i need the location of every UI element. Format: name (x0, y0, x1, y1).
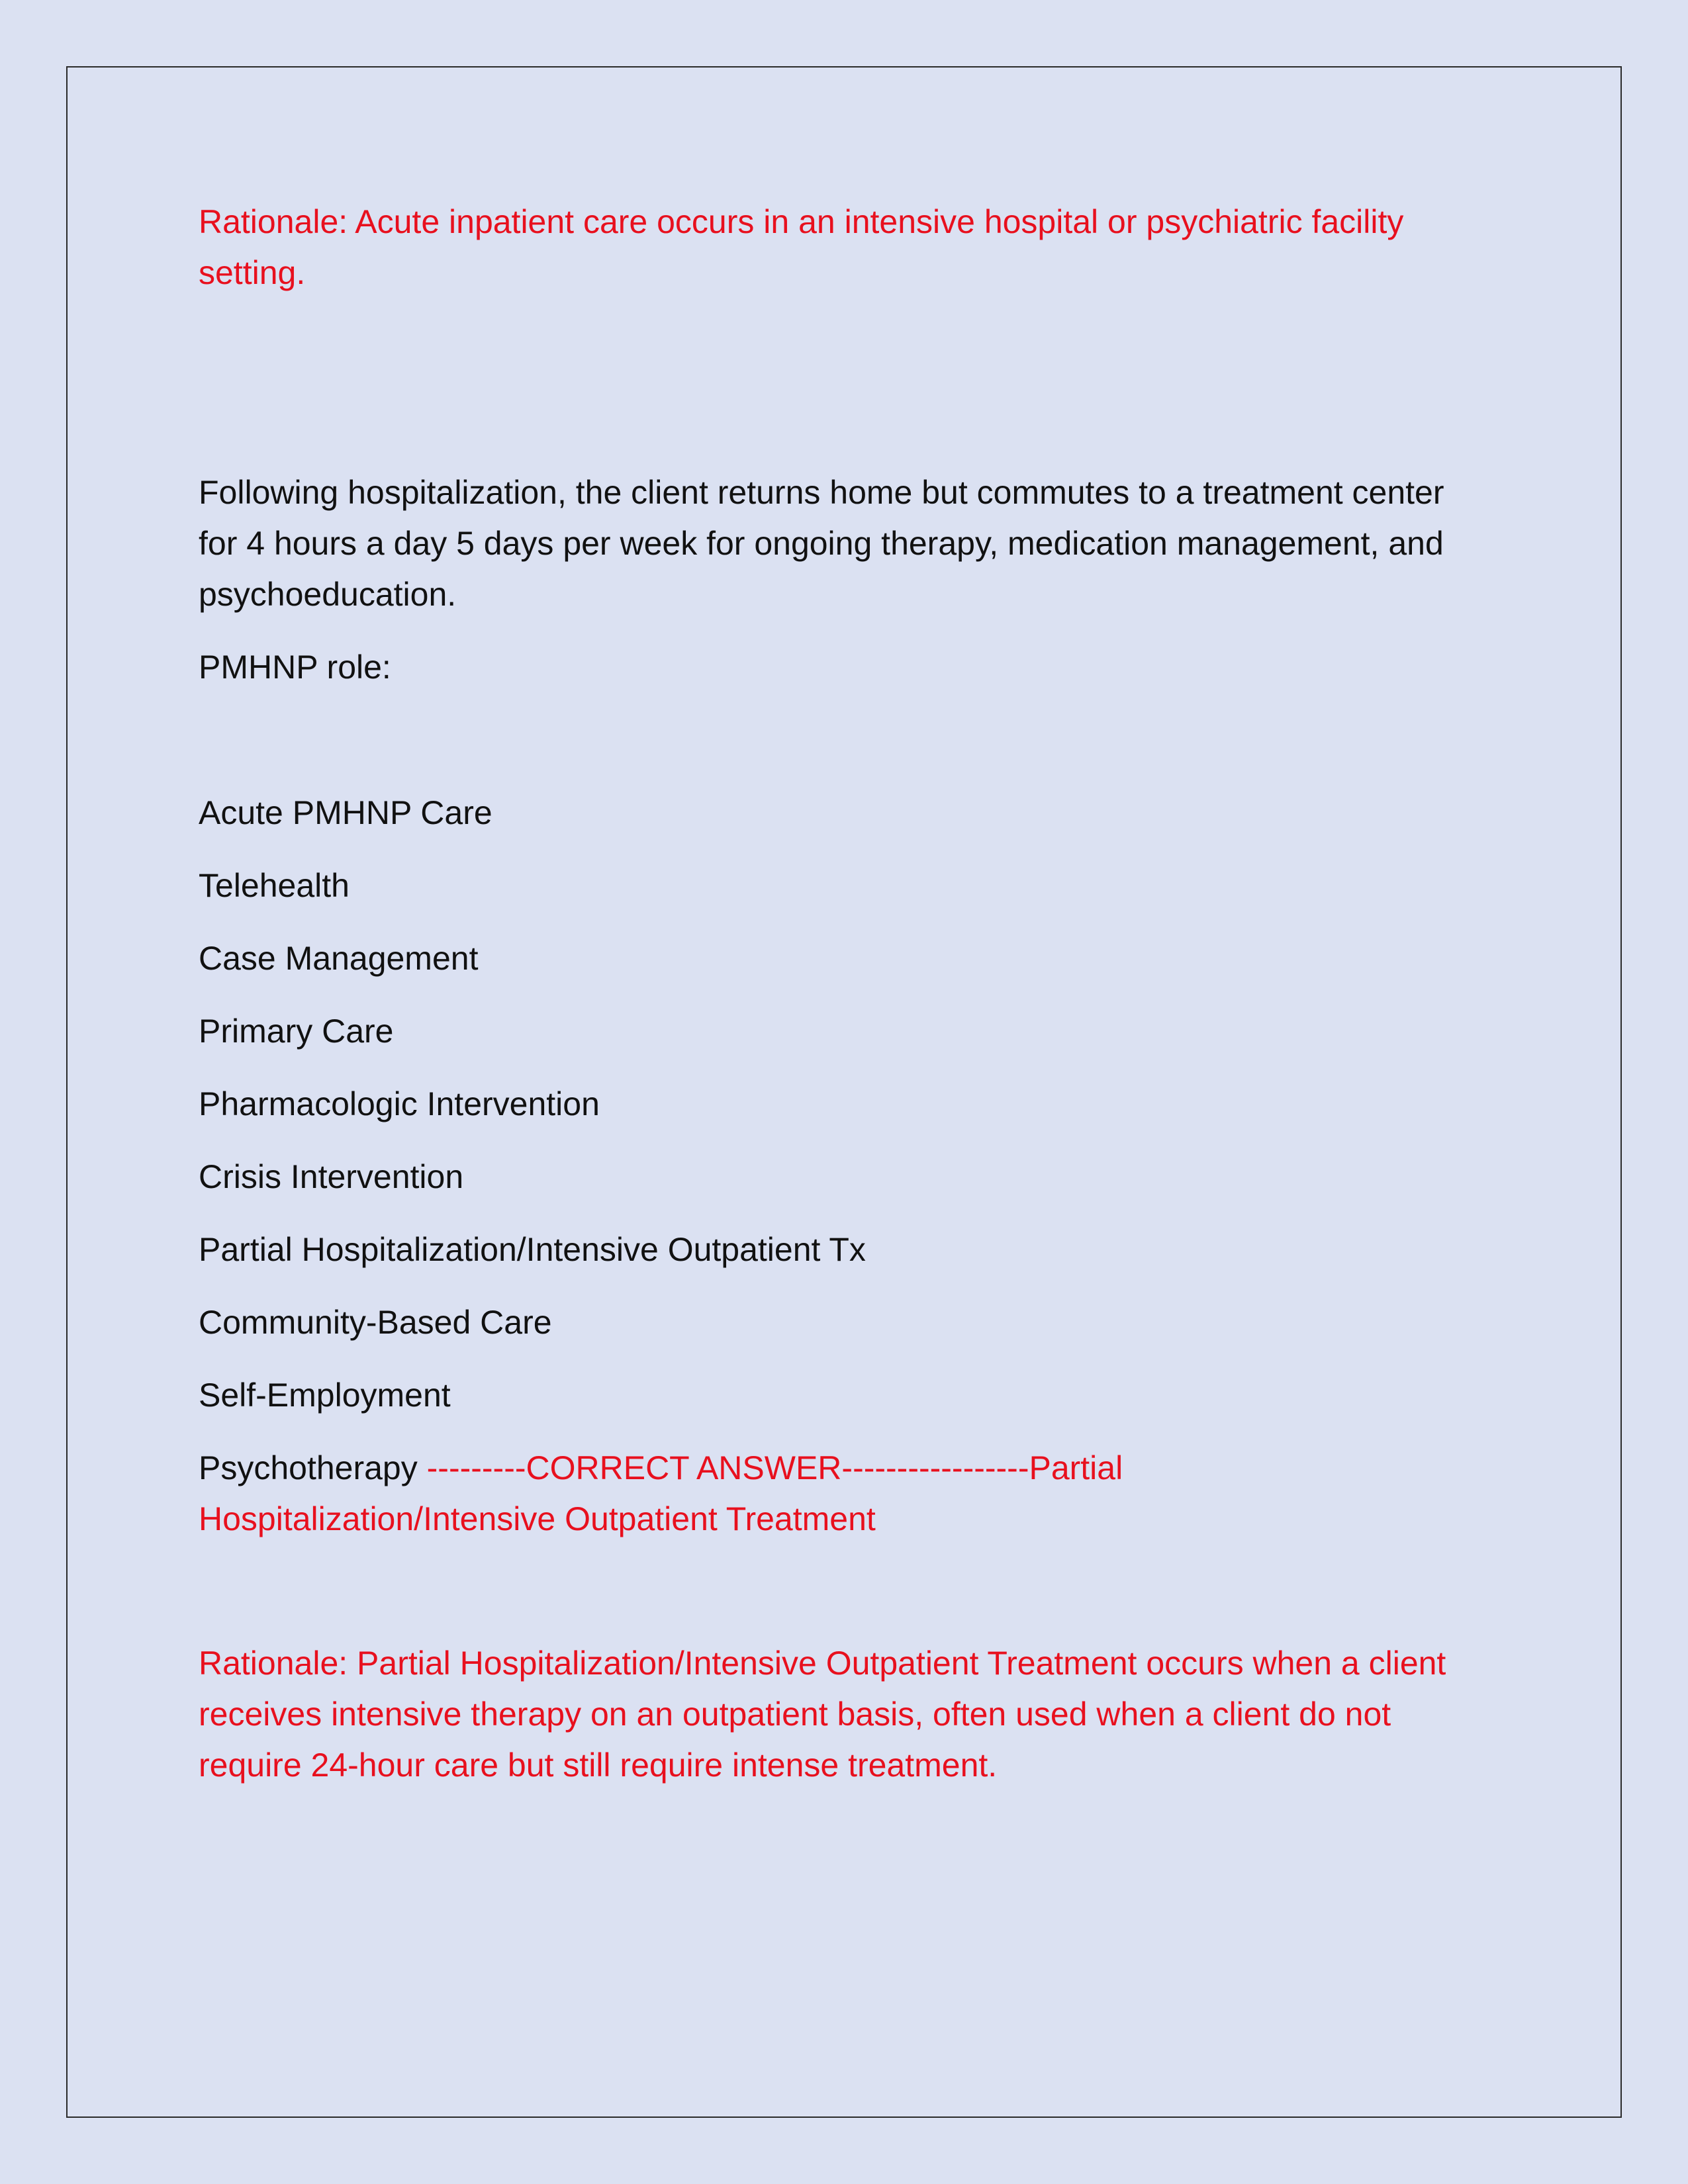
option-primary-care: Primary Care (199, 1013, 394, 1050)
rationale-acute: Rationale: Acute inpatient care occurs in an intensive hospital or psychiatric facility setting. (199, 203, 1404, 291)
option-community-based-care: Community-Based Care (199, 1304, 552, 1341)
option-case-management: Case Management (199, 940, 479, 977)
question-prompt: PMHNP role: (199, 649, 391, 686)
correct-answer: ---------CORRECT ANSWER-----------------Partial Hospitalization/Intensive Outpatient Treatment (199, 1449, 1123, 1537)
rationale-partial-hospitalization: Rationale: Partial Hospitalization/Intensive Outpatient Treatment occurs when a client receives intensive therapy on an outpatient basis, often used when a client do not require 24-hour care but still require intense treatment. (199, 1645, 1446, 1784)
option-pharmacologic-intervention: Pharmacologic Intervention (199, 1085, 600, 1122)
option-crisis-intervention: Crisis Intervention (199, 1158, 464, 1195)
option-acute-pmhnp-care: Acute PMHNP Care (199, 794, 492, 831)
option-psychotherapy-with-answer (199, 1443, 1158, 1545)
option-partial-hospitalization: Partial Hospitalization/Intensive Outpatient Tx (199, 1231, 866, 1268)
option-psychotherapy: Psychotherapy (199, 1449, 418, 1486)
question-text: Following hospitalization, the client returns home but commutes to a treatment center for 4 hours a day 5 days per week for ongoing therapy, medication management, and psychoeducation. (199, 474, 1444, 613)
option-self-employment: Self-Employment (199, 1377, 451, 1414)
option-telehealth: Telehealth (199, 867, 350, 904)
